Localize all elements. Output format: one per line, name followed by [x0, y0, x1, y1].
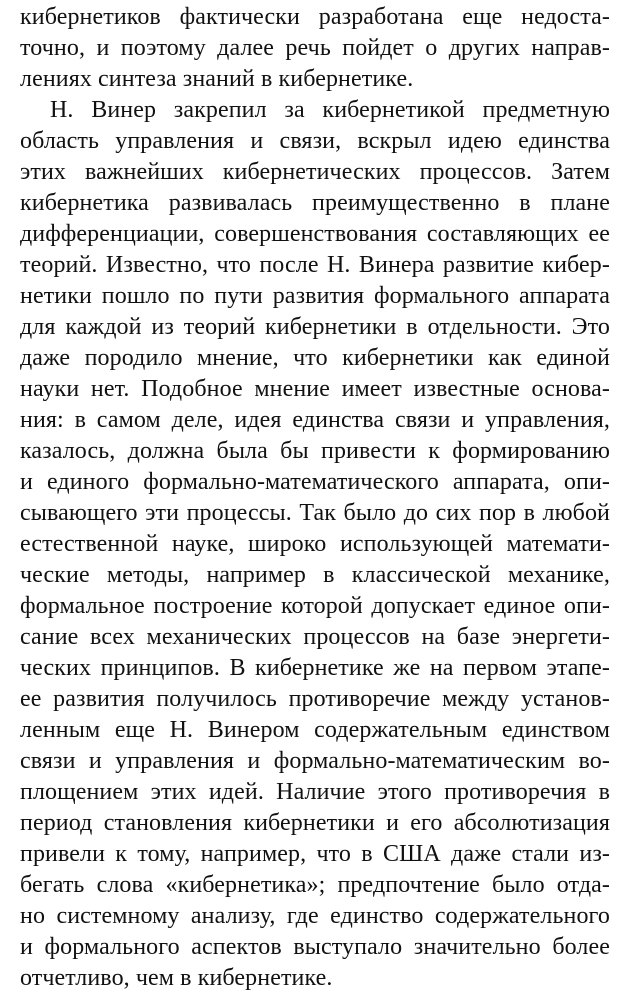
text-line: привели к тому, например, что в США даже стали из- [20, 841, 610, 867]
text-line: бегать слова «кибернетика»; предпочтение было отда- [20, 872, 610, 898]
text-line: связи и управления и формально-математическим во- [20, 748, 610, 774]
text-line: для каждой из теорий кибернетики в отдельности. Это [20, 314, 610, 340]
text-line: кибернетика развивалась преимущественно в плане [20, 190, 610, 216]
text-line: науки нет. Подобное мнение имеет известные основа- [20, 376, 610, 402]
text-line: точно, и поэтому далее речь пойдет о других направ- [20, 35, 610, 61]
text-line: ческие методы, например в классической механике, [20, 562, 610, 588]
text-line: сывающего эти процессы. Так было до сих пор в любой [20, 500, 610, 526]
text-line: период становления кибернетики и его абсолютизация [20, 810, 610, 836]
text-line: ния: в самом деле, идея единства связи и управления, [20, 407, 610, 433]
text-line: ее развития получилось противоречие между установ- [20, 686, 610, 712]
text-line: этих важнейших кибернетических процессов. Затем [20, 159, 610, 185]
text-line: и единого формально-математического аппарата, опи- [20, 469, 610, 495]
text-line: но системному анализу, где единство содержательного [20, 903, 610, 929]
text-line: ленным еще Н. Винером содержательным единством [20, 717, 610, 743]
text-line: сание всех механических процессов на базе энергети- [20, 624, 610, 650]
text-line: естественной науке, широко использующей математи- [20, 531, 610, 557]
text-line: площением этих идей. Наличие этого противоречия в [20, 779, 610, 805]
text-line: даже породило мнение, что кибернетики как единой [20, 345, 610, 371]
text-line: лениях синтеза знаний в кибернетике. [20, 66, 414, 92]
text-line: дифференциации, совершенствования составляющих ее [20, 221, 610, 247]
text-line: и формального аспектов выступало значительно более [20, 934, 610, 960]
text-line: ческих принципов. В кибернетике же на первом этапе- [20, 655, 610, 681]
text-line: отчетливо, чем в кибернетике. [20, 965, 333, 991]
text-line: формальное построение которой допускает единое опи- [20, 593, 610, 619]
text-line: теорий. Известно, что после Н. Винера развитие кибер- [20, 252, 610, 278]
text-line: нетики пошло по пути развития формального аппарата [20, 283, 610, 309]
text-line: Н. Винер закрепил за кибернетикой предметную [50, 97, 610, 123]
text-line: кибернетиков фактически разработана еще недоста- [20, 4, 610, 30]
text-line: область управления и связи, вскрыл идею единства [20, 128, 610, 154]
text-line: казалось, должна была бы привести к формированию [20, 438, 610, 464]
